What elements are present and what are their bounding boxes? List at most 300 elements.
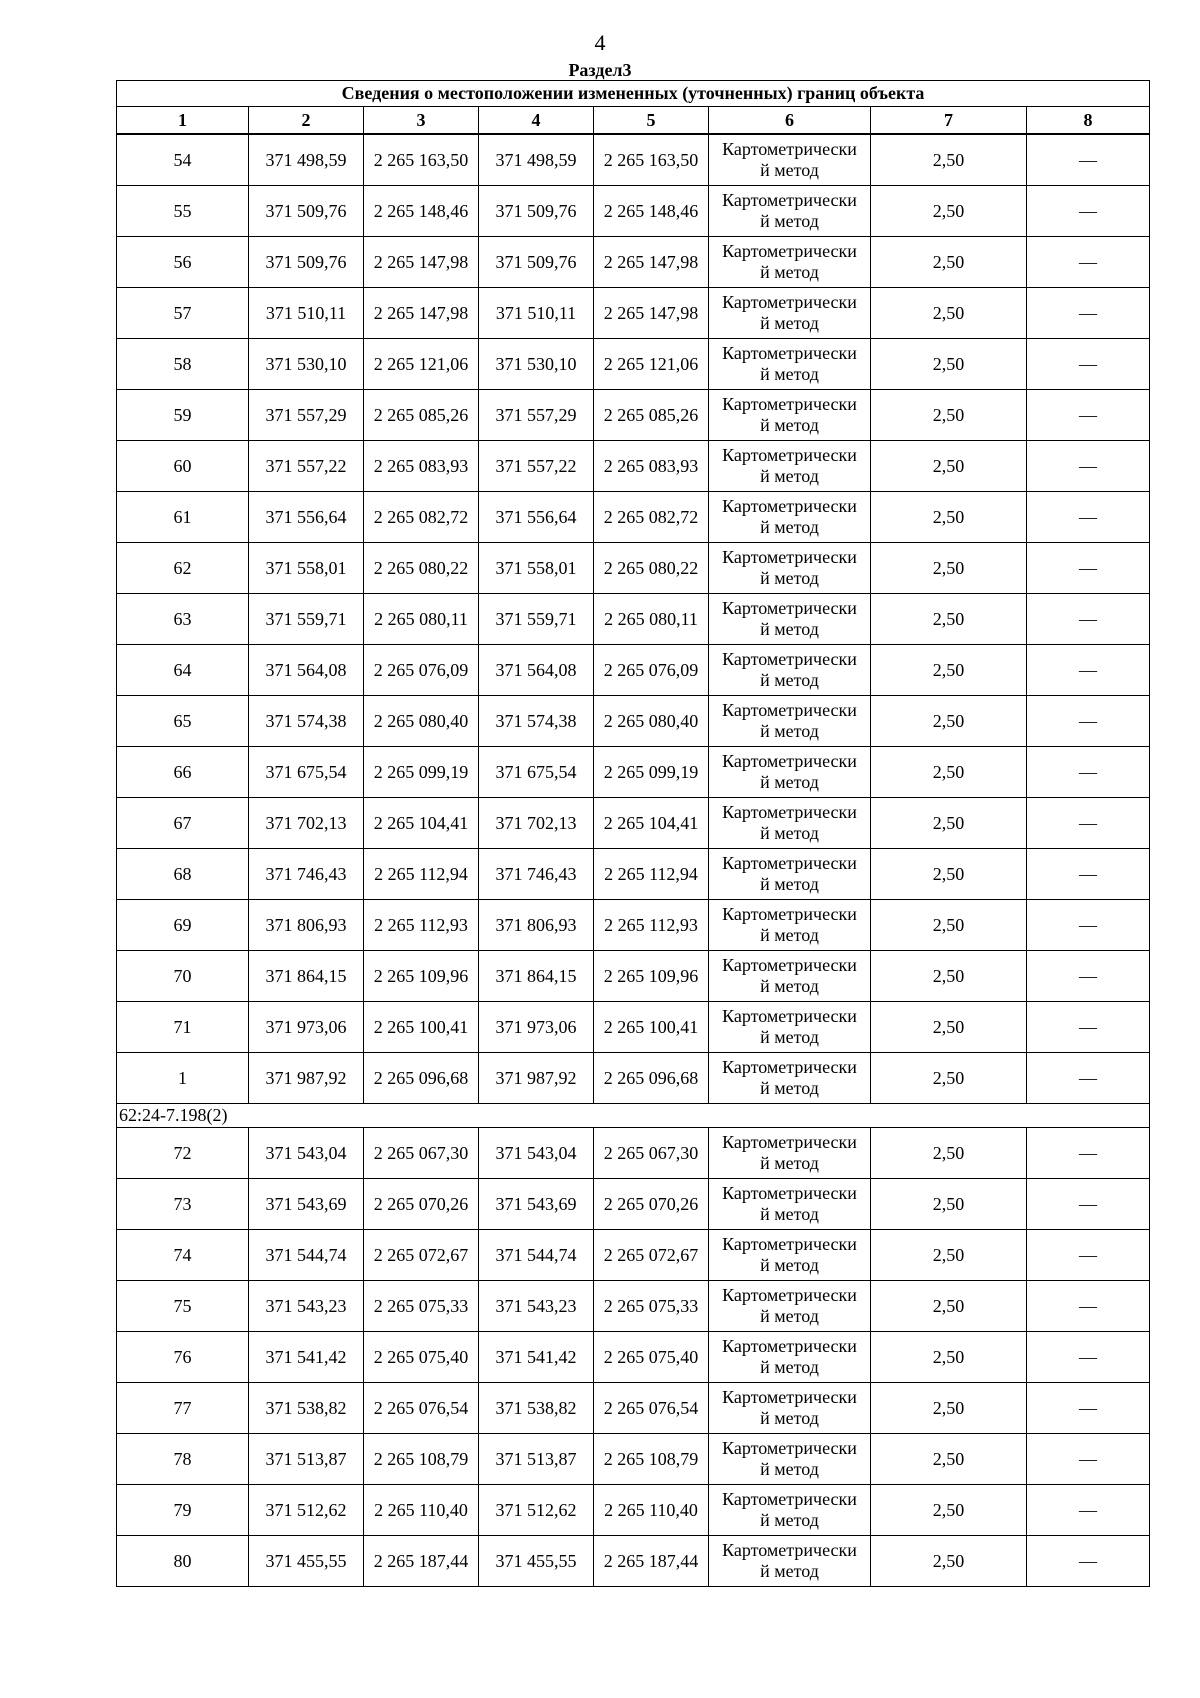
point-number: 74: [117, 1230, 249, 1281]
note: —: [1027, 1434, 1150, 1485]
coord-x-old: 371 513,87: [249, 1434, 364, 1485]
coord-y-new: 2 265 147,98: [594, 237, 709, 288]
method-cell: [709, 645, 871, 696]
coord-y-new: 2 265 080,40: [594, 696, 709, 747]
accuracy: 2,50: [871, 134, 1027, 186]
coord-y-old: 2 265 096,68: [364, 1053, 479, 1104]
coord-y-old: 2 265 076,09: [364, 645, 479, 696]
coord-x-new: 371 574,38: [479, 696, 594, 747]
note: —: [1027, 441, 1150, 492]
method-line-1: Картометрически: [722, 343, 857, 363]
coord-y-new: 2 265 147,98: [594, 288, 709, 339]
table-row: [117, 849, 1150, 900]
coord-x-old: 371 559,71: [249, 594, 364, 645]
coord-y-old: 2 265 147,98: [364, 288, 479, 339]
point-number: 68: [117, 849, 249, 900]
coord-y-old: 2 265 108,79: [364, 1434, 479, 1485]
coord-y-old: 2 265 072,67: [364, 1230, 479, 1281]
note: —: [1027, 339, 1150, 390]
coord-x-new: 371 538,82: [479, 1383, 594, 1434]
point-number: 67: [117, 798, 249, 849]
method-cell: [709, 1179, 871, 1230]
method-line-2: й метод: [760, 1357, 819, 1377]
accuracy: 2,50: [871, 951, 1027, 1002]
method-line-1: Картометрически: [722, 598, 857, 618]
method-cell: [709, 1383, 871, 1434]
method-line-2: й метод: [760, 1255, 819, 1275]
coord-y-old: 2 265 080,11: [364, 594, 479, 645]
coord-x-new: 371 556,64: [479, 492, 594, 543]
table-row: [117, 1332, 1150, 1383]
table-row: [117, 1002, 1150, 1053]
method-line-2: й метод: [760, 364, 819, 384]
table-row: [117, 1128, 1150, 1179]
method-line-1: Картометрически: [722, 751, 857, 771]
method-line-1: Картометрически: [722, 853, 857, 873]
coord-x-old: 371 746,43: [249, 849, 364, 900]
coord-x-new: 371 864,15: [479, 951, 594, 1002]
note: —: [1027, 849, 1150, 900]
accuracy: 2,50: [871, 849, 1027, 900]
coord-x-new: 371 455,55: [479, 1536, 594, 1587]
note: —: [1027, 237, 1150, 288]
table-row: [117, 594, 1150, 645]
coord-x-new: 371 806,93: [479, 900, 594, 951]
method-line-2: й метод: [760, 1204, 819, 1224]
point-number: 59: [117, 390, 249, 441]
method-cell: [709, 1230, 871, 1281]
coord-x-new: 371 544,74: [479, 1230, 594, 1281]
point-number: 1: [117, 1053, 249, 1104]
method-cell: [709, 492, 871, 543]
point-number: 73: [117, 1179, 249, 1230]
method-cell: [709, 747, 871, 798]
coord-x-old: 371 973,06: [249, 1002, 364, 1053]
method-line-1: Картометрически: [722, 1234, 857, 1254]
table-row: [117, 186, 1150, 237]
method-cell: [709, 594, 871, 645]
coord-x-new: 371 541,42: [479, 1332, 594, 1383]
note: —: [1027, 543, 1150, 594]
coord-y-new: 2 265 072,67: [594, 1230, 709, 1281]
method-cell: [709, 1434, 871, 1485]
accuracy: 2,50: [871, 747, 1027, 798]
coord-y-old: 2 265 147,98: [364, 237, 479, 288]
coord-y-new: 2 265 067,30: [594, 1128, 709, 1179]
coord-x-old: 371 512,62: [249, 1485, 364, 1536]
table-row: [117, 645, 1150, 696]
note: —: [1027, 696, 1150, 747]
coord-y-new: 2 265 096,68: [594, 1053, 709, 1104]
method-line-2: й метод: [760, 517, 819, 537]
method-line-1: Картометрически: [722, 547, 857, 567]
coord-y-new: 2 265 110,40: [594, 1485, 709, 1536]
coord-y-new: 2 265 187,44: [594, 1536, 709, 1587]
table-row: [117, 747, 1150, 798]
coord-y-new: 2 265 104,41: [594, 798, 709, 849]
table-row: [117, 1383, 1150, 1434]
method-line-2: й метод: [760, 925, 819, 945]
coord-x-new: 371 987,92: [479, 1053, 594, 1104]
coord-y-new: 2 265 082,72: [594, 492, 709, 543]
note: —: [1027, 1485, 1150, 1536]
coord-x-old: 371 564,08: [249, 645, 364, 696]
table-row: [117, 441, 1150, 492]
boundary-coordinates-table: [116, 80, 1150, 1587]
accuracy: 2,50: [871, 798, 1027, 849]
point-number: 58: [117, 339, 249, 390]
method-line-1: Картометрически: [722, 139, 857, 159]
method-line-2: й метод: [760, 670, 819, 690]
coord-x-old: 371 510,11: [249, 288, 364, 339]
method-cell: [709, 339, 871, 390]
coord-x-old: 371 530,10: [249, 339, 364, 390]
coord-y-old: 2 265 075,40: [364, 1332, 479, 1383]
method-line-1: Картометрически: [722, 1438, 857, 1458]
table-caption: Сведения о местоположении измененных (уточненных) границ объекта: [117, 81, 1150, 107]
coord-y-new: 2 265 099,19: [594, 747, 709, 798]
method-line-1: Картометрически: [722, 445, 857, 465]
coord-x-new: 371 558,01: [479, 543, 594, 594]
method-line-2: й метод: [760, 1459, 819, 1479]
point-number: 75: [117, 1281, 249, 1332]
method-line-1: Картометрически: [722, 1006, 857, 1026]
note: —: [1027, 492, 1150, 543]
method-cell: [709, 186, 871, 237]
coord-x-new: 371 513,87: [479, 1434, 594, 1485]
method-line-1: Картометрически: [722, 955, 857, 975]
coord-x-old: 371 702,13: [249, 798, 364, 849]
table-row: [117, 339, 1150, 390]
note: —: [1027, 1128, 1150, 1179]
point-number: 76: [117, 1332, 249, 1383]
point-number: 60: [117, 441, 249, 492]
coord-x-old: 371 675,54: [249, 747, 364, 798]
method-line-1: Картометрически: [722, 1540, 857, 1560]
note: —: [1027, 594, 1150, 645]
method-cell: [709, 1332, 871, 1383]
coord-y-new: 2 265 163,50: [594, 134, 709, 186]
coord-x-old: 371 455,55: [249, 1536, 364, 1587]
coord-y-old: 2 265 099,19: [364, 747, 479, 798]
accuracy: 2,50: [871, 696, 1027, 747]
column-header: 8: [1027, 107, 1150, 135]
coord-y-old: 2 265 067,30: [364, 1128, 479, 1179]
coord-x-new: 371 557,29: [479, 390, 594, 441]
method-line-2: й метод: [760, 160, 819, 180]
accuracy: 2,50: [871, 1230, 1027, 1281]
point-number: 69: [117, 900, 249, 951]
coord-x-new: 371 543,69: [479, 1179, 594, 1230]
coord-y-old: 2 265 109,96: [364, 951, 479, 1002]
coord-x-new: 371 557,22: [479, 441, 594, 492]
point-number: 54: [117, 134, 249, 186]
method-line-1: Картометрически: [722, 649, 857, 669]
note: —: [1027, 1179, 1150, 1230]
note: —: [1027, 1536, 1150, 1587]
coord-x-new: 371 973,06: [479, 1002, 594, 1053]
method-cell: [709, 798, 871, 849]
accuracy: 2,50: [871, 390, 1027, 441]
point-number: 77: [117, 1383, 249, 1434]
method-cell: [709, 441, 871, 492]
method-line-1: Картометрически: [722, 700, 857, 720]
point-number: 79: [117, 1485, 249, 1536]
table-row: [117, 543, 1150, 594]
coord-x-old: 371 509,76: [249, 186, 364, 237]
coord-y-old: 2 265 100,41: [364, 1002, 479, 1053]
coord-x-old: 371 538,82: [249, 1383, 364, 1434]
coord-y-old: 2 265 080,40: [364, 696, 479, 747]
point-number: 80: [117, 1536, 249, 1587]
point-number: 61: [117, 492, 249, 543]
table-row: [117, 696, 1150, 747]
group-label: 62:24-7.198(2): [117, 1104, 1150, 1128]
point-number: 72: [117, 1128, 249, 1179]
accuracy: 2,50: [871, 339, 1027, 390]
table-row: [117, 1281, 1150, 1332]
method-line-1: Картометрически: [722, 1132, 857, 1152]
coord-x-new: 371 543,04: [479, 1128, 594, 1179]
coord-y-old: 2 265 121,06: [364, 339, 479, 390]
method-line-1: Картометрически: [722, 802, 857, 822]
coord-x-old: 371 543,23: [249, 1281, 364, 1332]
coord-x-new: 371 559,71: [479, 594, 594, 645]
accuracy: 2,50: [871, 1002, 1027, 1053]
method-line-2: й метод: [760, 1306, 819, 1326]
table-row: [117, 1230, 1150, 1281]
accuracy: 2,50: [871, 594, 1027, 645]
coord-y-new: 2 265 076,54: [594, 1383, 709, 1434]
point-number: 78: [117, 1434, 249, 1485]
note: —: [1027, 288, 1150, 339]
method-line-2: й метод: [760, 1561, 819, 1581]
method-cell: [709, 900, 871, 951]
point-number: 70: [117, 951, 249, 1002]
note: —: [1027, 798, 1150, 849]
coord-y-new: 2 265 100,41: [594, 1002, 709, 1053]
method-line-1: Картометрически: [722, 190, 857, 210]
coord-x-old: 371 544,74: [249, 1230, 364, 1281]
note: —: [1027, 1002, 1150, 1053]
method-line-2: й метод: [760, 568, 819, 588]
coord-x-old: 371 556,64: [249, 492, 364, 543]
coord-y-old: 2 265 070,26: [364, 1179, 479, 1230]
method-line-2: й метод: [760, 721, 819, 741]
group-row: [117, 1104, 1150, 1128]
table-row: [117, 390, 1150, 441]
coord-x-old: 371 543,04: [249, 1128, 364, 1179]
table-row: [117, 1536, 1150, 1587]
coord-y-old: 2 265 112,94: [364, 849, 479, 900]
coord-y-new: 2 265 112,93: [594, 900, 709, 951]
accuracy: 2,50: [871, 492, 1027, 543]
coord-x-old: 371 987,92: [249, 1053, 364, 1104]
coord-y-new: 2 265 080,11: [594, 594, 709, 645]
coord-x-old: 371 543,69: [249, 1179, 364, 1230]
method-line-2: й метод: [760, 1408, 819, 1428]
method-cell: [709, 237, 871, 288]
method-line-1: Картометрически: [722, 1057, 857, 1077]
method-line-1: Картометрически: [722, 1489, 857, 1509]
coord-x-new: 371 702,13: [479, 798, 594, 849]
coord-y-old: 2 265 082,72: [364, 492, 479, 543]
method-cell: [709, 1536, 871, 1587]
accuracy: 2,50: [871, 1179, 1027, 1230]
method-cell: [709, 134, 871, 186]
note: —: [1027, 186, 1150, 237]
coord-y-new: 2 265 085,26: [594, 390, 709, 441]
coord-y-old: 2 265 163,50: [364, 134, 479, 186]
method-line-2: й метод: [760, 874, 819, 894]
coord-x-old: 371 864,15: [249, 951, 364, 1002]
accuracy: 2,50: [871, 1053, 1027, 1104]
method-line-1: Картометрически: [722, 1183, 857, 1203]
method-line-2: й метод: [760, 772, 819, 792]
table-row: [117, 1053, 1150, 1104]
coord-x-old: 371 557,22: [249, 441, 364, 492]
table-row: [117, 798, 1150, 849]
accuracy: 2,50: [871, 237, 1027, 288]
accuracy: 2,50: [871, 186, 1027, 237]
coord-y-old: 2 265 110,40: [364, 1485, 479, 1536]
method-line-1: Картометрически: [722, 904, 857, 924]
note: —: [1027, 1281, 1150, 1332]
coord-y-new: 2 265 080,22: [594, 543, 709, 594]
method-line-2: й метод: [760, 466, 819, 486]
column-header: 6: [709, 107, 871, 135]
accuracy: 2,50: [871, 1281, 1027, 1332]
column-header: 2: [249, 107, 364, 135]
method-line-2: й метод: [760, 823, 819, 843]
coord-x-new: 371 512,62: [479, 1485, 594, 1536]
coord-y-old: 2 265 112,93: [364, 900, 479, 951]
coord-y-new: 2 265 148,46: [594, 186, 709, 237]
method-cell: [709, 849, 871, 900]
point-number: 65: [117, 696, 249, 747]
table-row: [117, 492, 1150, 543]
method-line-1: Картометрически: [722, 1336, 857, 1356]
coord-x-old: 371 557,29: [249, 390, 364, 441]
table-row: [117, 237, 1150, 288]
coord-y-new: 2 265 070,26: [594, 1179, 709, 1230]
coord-y-old: 2 265 148,46: [364, 186, 479, 237]
accuracy: 2,50: [871, 900, 1027, 951]
coord-y-old: 2 265 080,22: [364, 543, 479, 594]
table-row: [117, 134, 1150, 186]
accuracy: 2,50: [871, 1536, 1027, 1587]
point-number: 55: [117, 186, 249, 237]
point-number: 56: [117, 237, 249, 288]
accuracy: 2,50: [871, 288, 1027, 339]
accuracy: 2,50: [871, 441, 1027, 492]
method-cell: [709, 1053, 871, 1104]
table-row: [117, 288, 1150, 339]
point-number: 71: [117, 1002, 249, 1053]
method-cell: [709, 951, 871, 1002]
method-line-1: Картометрически: [722, 241, 857, 261]
point-number: 62: [117, 543, 249, 594]
accuracy: 2,50: [871, 645, 1027, 696]
method-line-1: Картометрически: [722, 292, 857, 312]
point-number: 63: [117, 594, 249, 645]
point-number: 64: [117, 645, 249, 696]
accuracy: 2,50: [871, 543, 1027, 594]
method-cell: [709, 1128, 871, 1179]
coord-x-new: 371 746,43: [479, 849, 594, 900]
coord-x-new: 371 530,10: [479, 339, 594, 390]
method-cell: [709, 1485, 871, 1536]
method-line-2: й метод: [760, 211, 819, 231]
accuracy: 2,50: [871, 1332, 1027, 1383]
coord-x-old: 371 541,42: [249, 1332, 364, 1383]
table-row: [117, 1485, 1150, 1536]
coord-x-new: 371 675,54: [479, 747, 594, 798]
coord-y-new: 2 265 109,96: [594, 951, 709, 1002]
method-cell: [709, 696, 871, 747]
coord-x-old: 371 498,59: [249, 134, 364, 186]
method-cell: [709, 1002, 871, 1053]
coord-x-old: 371 574,38: [249, 696, 364, 747]
table-row: [117, 951, 1150, 1002]
coord-y-old: 2 265 083,93: [364, 441, 479, 492]
coord-y-old: 2 265 187,44: [364, 1536, 479, 1587]
coord-x-old: 371 558,01: [249, 543, 364, 594]
column-header: 7: [871, 107, 1027, 135]
coord-x-new: 371 509,76: [479, 186, 594, 237]
table-row: [117, 900, 1150, 951]
coord-y-new: 2 265 083,93: [594, 441, 709, 492]
method-line-2: й метод: [760, 619, 819, 639]
coord-x-old: 371 509,76: [249, 237, 364, 288]
method-cell: [709, 1281, 871, 1332]
note: —: [1027, 1383, 1150, 1434]
coord-x-new: 371 498,59: [479, 134, 594, 186]
method-line-2: й метод: [760, 262, 819, 282]
note: —: [1027, 900, 1150, 951]
note: —: [1027, 747, 1150, 798]
table-body: [117, 134, 1150, 1587]
accuracy: 2,50: [871, 1434, 1027, 1485]
note: —: [1027, 134, 1150, 186]
accuracy: 2,50: [871, 1383, 1027, 1434]
note: —: [1027, 1053, 1150, 1104]
column-header: 5: [594, 107, 709, 135]
coord-y-old: 2 265 076,54: [364, 1383, 479, 1434]
coord-y-old: 2 265 075,33: [364, 1281, 479, 1332]
coord-x-new: 371 509,76: [479, 237, 594, 288]
method-line-2: й метод: [760, 313, 819, 333]
method-line-2: й метод: [760, 1027, 819, 1047]
coord-x-old: 371 806,93: [249, 900, 364, 951]
coord-x-new: 371 510,11: [479, 288, 594, 339]
method-line-1: Картометрически: [722, 394, 857, 414]
coord-y-new: 2 265 121,06: [594, 339, 709, 390]
page-number: 4: [594, 30, 606, 55]
column-header: 3: [364, 107, 479, 135]
method-line-2: й метод: [760, 976, 819, 996]
method-line-2: й метод: [760, 415, 819, 435]
note: —: [1027, 1332, 1150, 1383]
coord-y-new: 2 265 108,79: [594, 1434, 709, 1485]
table-row: [117, 1179, 1150, 1230]
coord-y-new: 2 265 075,40: [594, 1332, 709, 1383]
accuracy: 2,50: [871, 1485, 1027, 1536]
method-line-1: Картометрически: [722, 1285, 857, 1305]
accuracy: 2,50: [871, 1128, 1027, 1179]
method-line-2: й метод: [760, 1153, 819, 1173]
coord-y-new: 2 265 112,94: [594, 849, 709, 900]
